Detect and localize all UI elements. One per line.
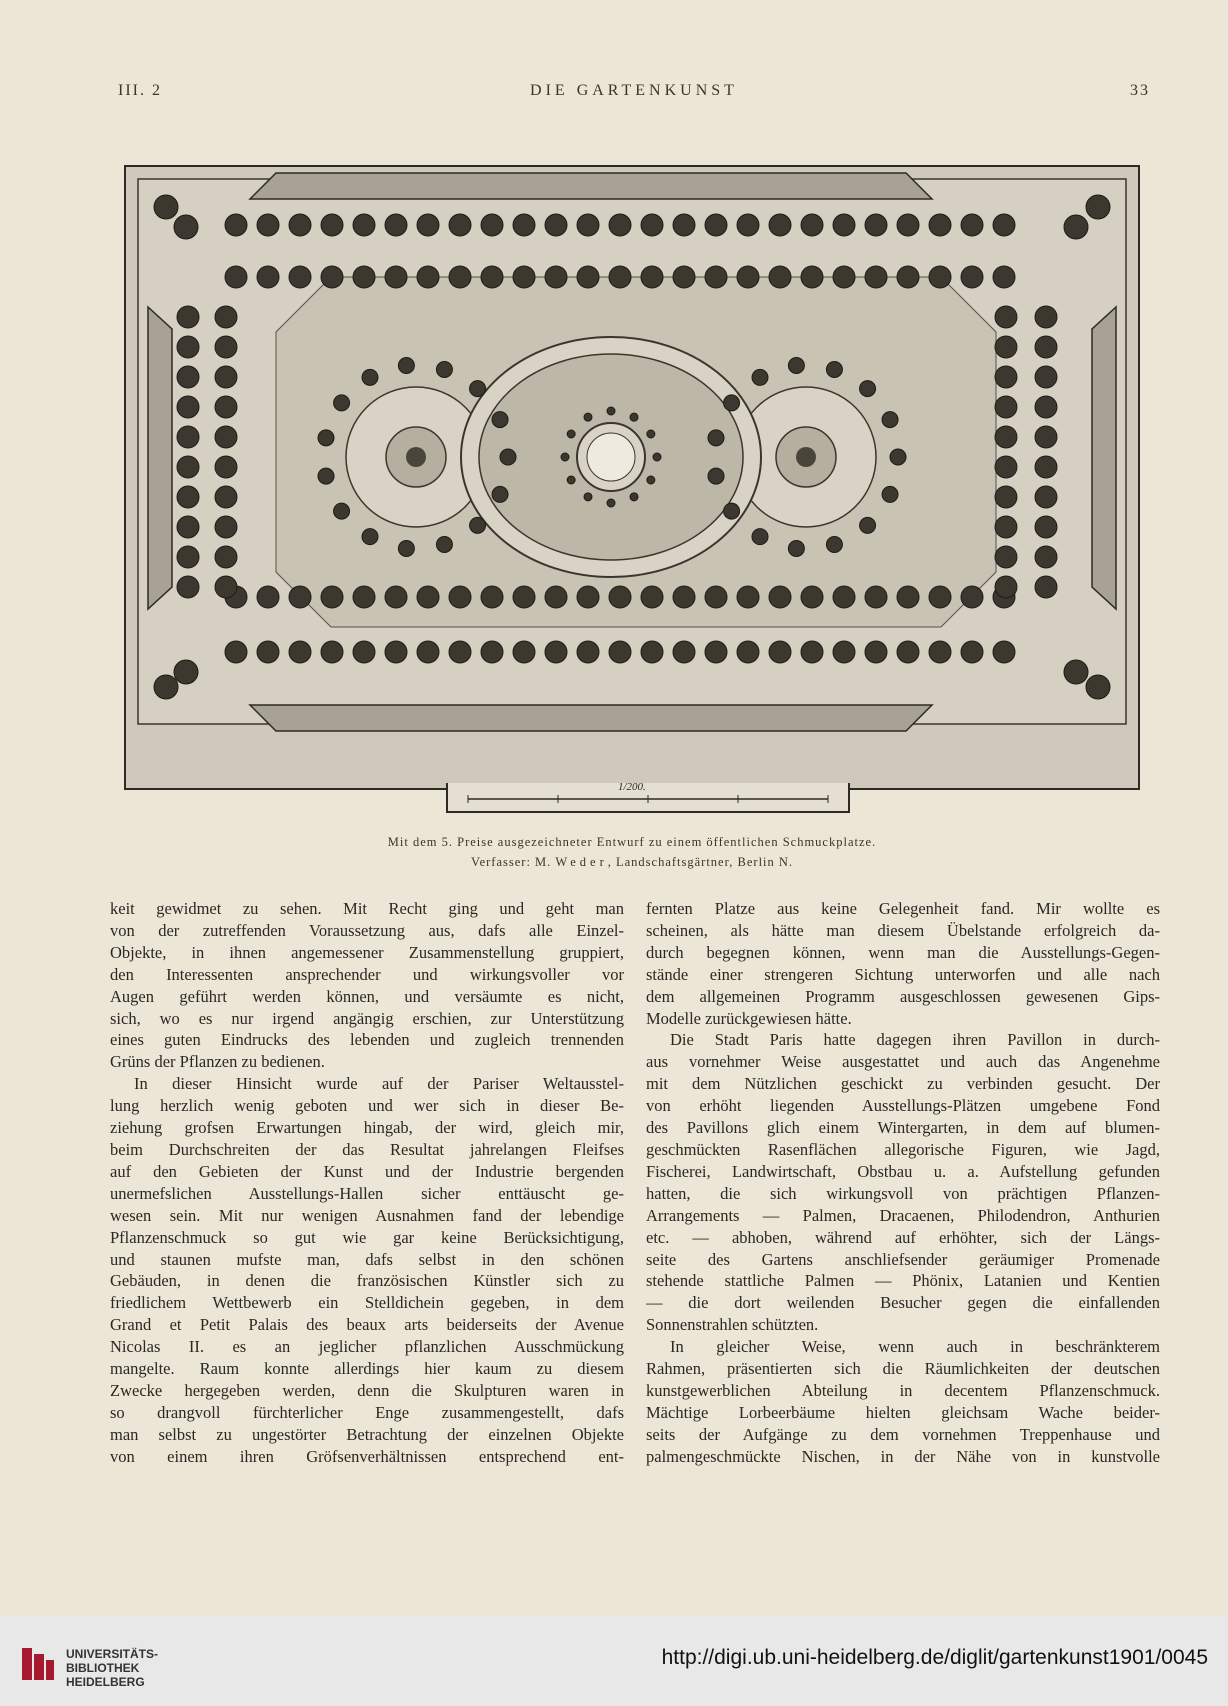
tree-mark bbox=[708, 468, 724, 484]
tree-mark bbox=[318, 468, 334, 484]
text-line: dem allgemeinen Programm ausgeschlossen gewesenen Gips- bbox=[646, 986, 1160, 1006]
text-line: Fischerei, Landwirtschaft, Obstbau u. a. Aufstellung gefunden bbox=[646, 1161, 1160, 1181]
tree-mark bbox=[897, 266, 919, 288]
tree-mark bbox=[257, 266, 279, 288]
tree-mark bbox=[737, 214, 759, 236]
tree-mark bbox=[1035, 576, 1057, 598]
tree-mark bbox=[826, 362, 842, 378]
tree-mark bbox=[995, 516, 1017, 538]
tree-mark bbox=[1035, 396, 1057, 418]
tree-mark bbox=[561, 453, 569, 461]
tree-mark bbox=[833, 641, 855, 663]
tree-mark bbox=[609, 586, 631, 608]
tree-mark bbox=[215, 516, 237, 538]
tree-mark bbox=[215, 336, 237, 358]
library-name-line1: UNIVERSITÄTS- bbox=[66, 1647, 159, 1661]
tree-mark bbox=[289, 586, 311, 608]
tree-mark bbox=[705, 586, 727, 608]
tree-mark bbox=[353, 214, 375, 236]
tree-mark bbox=[215, 546, 237, 568]
tree-mark bbox=[362, 529, 378, 545]
tree-mark bbox=[362, 369, 378, 385]
tree-mark bbox=[449, 586, 471, 608]
caption-author-prefix: Verfasser: M. bbox=[470, 855, 552, 869]
text-line: auf den Gebieten der Kunst und der Industrie bergenden bbox=[110, 1161, 624, 1181]
tree-mark bbox=[398, 540, 414, 556]
tree-mark bbox=[177, 546, 199, 568]
tree-mark bbox=[567, 430, 575, 438]
tree-mark bbox=[436, 536, 452, 552]
tree-mark bbox=[724, 503, 740, 519]
text-line: Grüns der Pflanzen zu bedienen. bbox=[110, 1052, 325, 1072]
text-column-right bbox=[646, 898, 1160, 1468]
tree-mark bbox=[673, 586, 695, 608]
source-url-link[interactable]: http://digi.ub.uni-heidelberg.de/diglit/gartenkunst1901/0045 bbox=[661, 1646, 1208, 1669]
text-line: palmengeschmückte Nischen, in der Nähe von in kunstvolle bbox=[646, 1446, 1160, 1466]
tree-mark bbox=[215, 306, 237, 328]
tree-mark bbox=[826, 536, 842, 552]
tree-mark bbox=[647, 430, 655, 438]
tree-mark bbox=[174, 215, 198, 239]
text-line: stehende stattliche Palmen — Phönix, Latanien und Kentien bbox=[646, 1271, 1160, 1291]
tree-mark bbox=[513, 586, 535, 608]
text-line: In gleicher Weise, wenn auch in beschränkterem bbox=[670, 1337, 1160, 1357]
tree-mark bbox=[897, 586, 919, 608]
tree-mark bbox=[154, 675, 178, 699]
tree-mark bbox=[321, 266, 343, 288]
text-line: friedlichem Wettbewerb ein Stelldichein gegeben, in dem bbox=[110, 1293, 624, 1313]
tree-mark bbox=[961, 641, 983, 663]
tree-mark bbox=[177, 516, 199, 538]
text-line: Pflanzenschmuck so gut wie gar keine Berücksichtigung, bbox=[110, 1227, 624, 1247]
tree-mark bbox=[417, 266, 439, 288]
tree-mark bbox=[801, 266, 823, 288]
library-name-line3: HEIDELBERG bbox=[66, 1675, 145, 1689]
tree-mark bbox=[449, 641, 471, 663]
tree-mark bbox=[993, 641, 1015, 663]
tree-mark bbox=[705, 266, 727, 288]
tree-mark bbox=[708, 430, 724, 446]
tree-mark bbox=[492, 412, 508, 428]
tree-mark bbox=[737, 641, 759, 663]
tree-mark bbox=[225, 266, 247, 288]
tree-mark bbox=[481, 586, 503, 608]
tree-mark bbox=[995, 456, 1017, 478]
tree-mark bbox=[929, 586, 951, 608]
tree-mark bbox=[513, 641, 535, 663]
tree-mark bbox=[353, 266, 375, 288]
tree-mark bbox=[995, 546, 1017, 568]
tree-mark bbox=[257, 586, 279, 608]
tree-mark bbox=[481, 641, 503, 663]
tree-mark bbox=[929, 214, 951, 236]
tree-mark bbox=[641, 586, 663, 608]
tree-mark bbox=[1035, 336, 1057, 358]
text-line: Augen geführt werden können, und versäumte es nicht, bbox=[110, 986, 624, 1006]
text-line: Objekte, in ihnen angemessener Zusammenstellung gruppiert, bbox=[110, 942, 624, 962]
tree-mark bbox=[1035, 426, 1057, 448]
text-line: mangelte. Raum konnte allerdings hier kaum zu diesem bbox=[110, 1359, 624, 1379]
tree-mark bbox=[737, 266, 759, 288]
tree-mark bbox=[860, 517, 876, 533]
tree-mark bbox=[215, 366, 237, 388]
tree-mark bbox=[865, 586, 887, 608]
text-line: scheinen, als hätte man diesem Übelstande erfolgreich da- bbox=[646, 920, 1160, 940]
tree-mark bbox=[995, 336, 1017, 358]
tree-mark bbox=[492, 486, 508, 502]
text-line: mit dem Nützlichen geschickt zu verbinden gesucht. Der bbox=[646, 1074, 1160, 1094]
text-line: Modelle zurückgewiesen hätte. bbox=[646, 1008, 852, 1028]
tree-mark bbox=[545, 266, 567, 288]
tree-mark bbox=[174, 660, 198, 684]
tree-mark bbox=[545, 586, 567, 608]
text-line: keit gewidmet zu sehen. Mit Recht ging und geht man bbox=[110, 899, 624, 918]
scale-bar-box bbox=[446, 783, 850, 813]
tree-mark bbox=[865, 214, 887, 236]
tree-mark bbox=[481, 266, 503, 288]
text-line: Gebäuden, in denen die französischen Künstler sich zu bbox=[110, 1271, 624, 1291]
text-line: ziehung grofsen Erwartungen hingab, der wird, gleich mir, bbox=[110, 1118, 624, 1138]
library-name-line2: BIBLIOTHEK bbox=[66, 1661, 140, 1675]
tree-mark bbox=[449, 266, 471, 288]
library-name bbox=[66, 1647, 158, 1689]
tree-mark bbox=[577, 266, 599, 288]
caption-author-name: Weder bbox=[555, 855, 608, 869]
text-line: lung herzlich wenig geboten und wer sich in dieser Be- bbox=[110, 1096, 624, 1116]
tree-mark bbox=[995, 426, 1017, 448]
library-footer bbox=[0, 1616, 1228, 1706]
tree-mark bbox=[385, 214, 407, 236]
scale-bar bbox=[448, 783, 848, 811]
tree-mark bbox=[385, 266, 407, 288]
text-line: unermefslichen Ausstellungs-Hallen sicher enttäuscht ge- bbox=[110, 1183, 624, 1203]
text-line: Zwecke hergegeben werden, denn die Skulpturen waren in bbox=[110, 1380, 624, 1400]
tree-mark bbox=[177, 426, 199, 448]
text-line: Nicolas II. es an jeglicher pflanzlichen Ausschmückung bbox=[110, 1337, 624, 1357]
tree-mark bbox=[1035, 366, 1057, 388]
tree-mark bbox=[385, 586, 407, 608]
tree-mark bbox=[1064, 215, 1088, 239]
tree-mark bbox=[1064, 660, 1088, 684]
tree-mark bbox=[833, 266, 855, 288]
tree-mark bbox=[257, 214, 279, 236]
tree-mark bbox=[334, 503, 350, 519]
garden-plan-figure bbox=[124, 165, 1140, 790]
tree-mark bbox=[470, 517, 486, 533]
tree-mark bbox=[897, 214, 919, 236]
text-line: kunstgewerblichen Abteilung in decentem Pflanzenschmuck. bbox=[646, 1380, 1160, 1400]
tree-mark bbox=[801, 641, 823, 663]
tree-mark bbox=[630, 413, 638, 421]
tree-mark bbox=[897, 641, 919, 663]
tree-mark bbox=[417, 586, 439, 608]
tree-mark bbox=[609, 266, 631, 288]
text-column-left bbox=[110, 898, 624, 1468]
tree-mark bbox=[500, 449, 516, 465]
text-line: von erhöht liegenden Ausstellungs-Plätzen umgebene Fond bbox=[646, 1096, 1160, 1116]
tree-mark bbox=[289, 214, 311, 236]
tree-mark bbox=[961, 214, 983, 236]
tree-mark bbox=[788, 358, 804, 374]
tree-mark bbox=[609, 214, 631, 236]
text-line: sich, wo es nur irgend angängig erschien, zur Unterstützung bbox=[110, 1008, 624, 1028]
tree-mark bbox=[215, 576, 237, 598]
tree-mark bbox=[584, 413, 592, 421]
tree-mark bbox=[607, 407, 615, 415]
tree-mark bbox=[334, 395, 350, 411]
text-line: beim Durchschreiten der das Resultat jahrelangen Fleifses bbox=[110, 1139, 624, 1159]
text-line: wesen sein. Mit nur wenigen Ausnahmen fand der lebendige bbox=[110, 1205, 624, 1225]
text-line: Rahmen, präsentierten sich die Räumlichkeiten der deutschen bbox=[646, 1359, 1160, 1379]
text-line: man selbst zu ungestörter Betrachtung der einzelnen Objekte bbox=[110, 1424, 624, 1444]
tree-mark bbox=[1086, 195, 1110, 219]
text-line: den Interessenten ansprechender und wirkungsvoller vor bbox=[110, 964, 624, 984]
tree-mark bbox=[890, 449, 906, 465]
tree-mark bbox=[995, 306, 1017, 328]
garden-plan-drawing bbox=[126, 167, 1138, 788]
tree-mark bbox=[177, 396, 199, 418]
tree-mark bbox=[801, 586, 823, 608]
tree-mark bbox=[995, 576, 1017, 598]
tree-mark bbox=[577, 641, 599, 663]
tree-mark bbox=[417, 641, 439, 663]
text-line: so drangvoll fürchterlicher Enge zusammengestellt, dafs bbox=[110, 1402, 624, 1422]
tree-mark bbox=[641, 266, 663, 288]
tree-mark bbox=[653, 453, 661, 461]
tree-mark bbox=[449, 214, 471, 236]
tree-mark bbox=[995, 396, 1017, 418]
tree-mark bbox=[215, 426, 237, 448]
tree-mark bbox=[724, 395, 740, 411]
tree-mark bbox=[673, 266, 695, 288]
tree-mark bbox=[398, 358, 414, 374]
tree-mark bbox=[567, 476, 575, 484]
tree-mark bbox=[993, 214, 1015, 236]
tree-mark bbox=[705, 641, 727, 663]
tree-mark bbox=[215, 486, 237, 508]
scale-label: 1/200. bbox=[618, 781, 646, 793]
text-line: hatten, die sich wirkungsvoll von prächtigen Pflanzen- bbox=[646, 1183, 1160, 1203]
tree-mark bbox=[769, 586, 791, 608]
tree-mark bbox=[577, 586, 599, 608]
tree-mark bbox=[882, 486, 898, 502]
figure-caption-line2 bbox=[124, 855, 1140, 870]
tree-mark bbox=[353, 586, 375, 608]
text-line: Sonnenstrahlen schützten. bbox=[646, 1315, 819, 1335]
tree-mark bbox=[353, 641, 375, 663]
text-line: des Pavillons glich einem Wintergarten, in dem auf blumen- bbox=[646, 1118, 1160, 1138]
tree-mark bbox=[177, 366, 199, 388]
header-journal-title: DIE GARTENKUNST bbox=[530, 82, 738, 99]
tree-mark bbox=[961, 586, 983, 608]
tree-mark bbox=[513, 266, 535, 288]
tree-mark bbox=[436, 362, 452, 378]
text-line: von der zutreffenden Voraussetzung aus, dafs alle Einzel- bbox=[110, 920, 624, 940]
text-line: seits der Aufgänge zu dem vornehmen Treppenhause und bbox=[646, 1424, 1160, 1444]
tree-mark bbox=[929, 266, 951, 288]
tree-mark bbox=[318, 430, 334, 446]
tree-mark bbox=[177, 336, 199, 358]
tree-mark bbox=[705, 214, 727, 236]
text-line: Arrangements — Palmen, Dracaenen, Philodendron, Anthurien bbox=[646, 1205, 1160, 1225]
tree-mark bbox=[769, 266, 791, 288]
tree-mark bbox=[225, 641, 247, 663]
tree-mark bbox=[647, 476, 655, 484]
tree-mark bbox=[865, 641, 887, 663]
tree-mark bbox=[630, 493, 638, 501]
tree-mark bbox=[257, 641, 279, 663]
tree-mark bbox=[995, 366, 1017, 388]
tree-mark bbox=[769, 214, 791, 236]
tree-mark bbox=[1035, 306, 1057, 328]
tree-mark bbox=[995, 486, 1017, 508]
tree-mark bbox=[993, 266, 1015, 288]
tree-mark bbox=[860, 381, 876, 397]
tree-mark bbox=[752, 529, 768, 545]
header-page-number: 33 bbox=[1130, 82, 1150, 99]
tree-mark bbox=[225, 214, 247, 236]
text-line: — die dort weilenden Besucher gegen die einfallenden bbox=[646, 1293, 1160, 1313]
caption-author-suffix: , Landschaftsgärtner, Berlin N. bbox=[607, 855, 794, 869]
tree-mark bbox=[737, 586, 759, 608]
text-line: eines guten Eindrucks des lebenden und zugleich trennenden bbox=[110, 1030, 624, 1050]
text-line: stände einer strengeren Sichtung unterworfen und alle nach bbox=[646, 964, 1160, 984]
tree-mark bbox=[865, 266, 887, 288]
tree-mark bbox=[289, 641, 311, 663]
header-volume: III. 2 bbox=[118, 82, 162, 99]
tree-mark bbox=[321, 641, 343, 663]
tree-mark bbox=[385, 641, 407, 663]
tree-mark bbox=[215, 396, 237, 418]
tree-mark bbox=[417, 214, 439, 236]
tree-mark bbox=[513, 214, 535, 236]
library-logo-icon bbox=[18, 1644, 58, 1684]
tree-mark bbox=[215, 456, 237, 478]
tree-mark bbox=[481, 214, 503, 236]
tree-mark bbox=[929, 641, 951, 663]
tree-mark bbox=[177, 456, 199, 478]
text-line: Die Stadt Paris hatte dagegen ihren Pavillon in durch- bbox=[670, 1030, 1160, 1050]
tree-mark bbox=[801, 214, 823, 236]
tree-mark bbox=[545, 641, 567, 663]
tree-mark bbox=[609, 641, 631, 663]
tree-mark bbox=[788, 540, 804, 556]
tree-mark bbox=[641, 641, 663, 663]
tree-mark bbox=[584, 493, 592, 501]
tree-mark bbox=[1035, 456, 1057, 478]
tree-mark bbox=[1086, 675, 1110, 699]
tree-mark bbox=[752, 369, 768, 385]
tree-mark bbox=[1035, 546, 1057, 568]
tree-mark bbox=[607, 499, 615, 507]
tree-mark bbox=[321, 214, 343, 236]
tree-mark bbox=[673, 641, 695, 663]
tree-mark bbox=[177, 486, 199, 508]
tree-mark bbox=[321, 586, 343, 608]
tree-mark bbox=[154, 195, 178, 219]
tree-mark bbox=[1035, 516, 1057, 538]
tree-mark bbox=[769, 641, 791, 663]
tree-mark bbox=[833, 586, 855, 608]
text-line: seite des Gartens anschliefsender geräumiger Promenade bbox=[646, 1249, 1160, 1269]
tree-mark bbox=[882, 412, 898, 428]
text-line: fernten Platze aus keine Gelegenheit fand. Mir wollte es bbox=[646, 899, 1160, 918]
text-line: durch begegnen können, wenn man die Ausstellungs-Gegen- bbox=[646, 942, 1160, 962]
tree-mark bbox=[545, 214, 567, 236]
tree-mark bbox=[961, 266, 983, 288]
tree-mark bbox=[673, 214, 695, 236]
tree-mark bbox=[833, 214, 855, 236]
text-line: geschmückten Rasenflächen allegorische Figuren, wie Jagd, bbox=[646, 1139, 1160, 1159]
text-line: und staunen mufste man, dafs selbst in den schönen bbox=[110, 1249, 624, 1269]
text-line: von einem ihren Gröfsenverhältnissen entsprechend ent- bbox=[110, 1446, 624, 1466]
figure-caption-line1: Mit dem 5. Preise ausgezeichneter Entwurf zu einem öffentlichen Schmuckplatze. bbox=[387, 835, 877, 849]
text-line: etc. — abhoben, während auf erhöhter, sich der Längs- bbox=[646, 1227, 1160, 1247]
text-line: In dieser Hinsicht wurde auf der Pariser Weltausstel- bbox=[134, 1074, 624, 1094]
tree-mark bbox=[470, 381, 486, 397]
tree-mark bbox=[641, 214, 663, 236]
tree-mark bbox=[177, 306, 199, 328]
text-line: aus vornehmer Weise ausgestattet und auch das Angenehme bbox=[646, 1052, 1160, 1072]
text-line: Grand et Petit Palais des beaux arts beiderseits der Avenue bbox=[110, 1315, 624, 1335]
tree-mark bbox=[577, 214, 599, 236]
tree-mark bbox=[177, 576, 199, 598]
tree-mark bbox=[1035, 486, 1057, 508]
text-line: Mächtige Lorbeerbäume hielten gleichsam Wache beider- bbox=[646, 1402, 1160, 1422]
tree-mark bbox=[289, 266, 311, 288]
